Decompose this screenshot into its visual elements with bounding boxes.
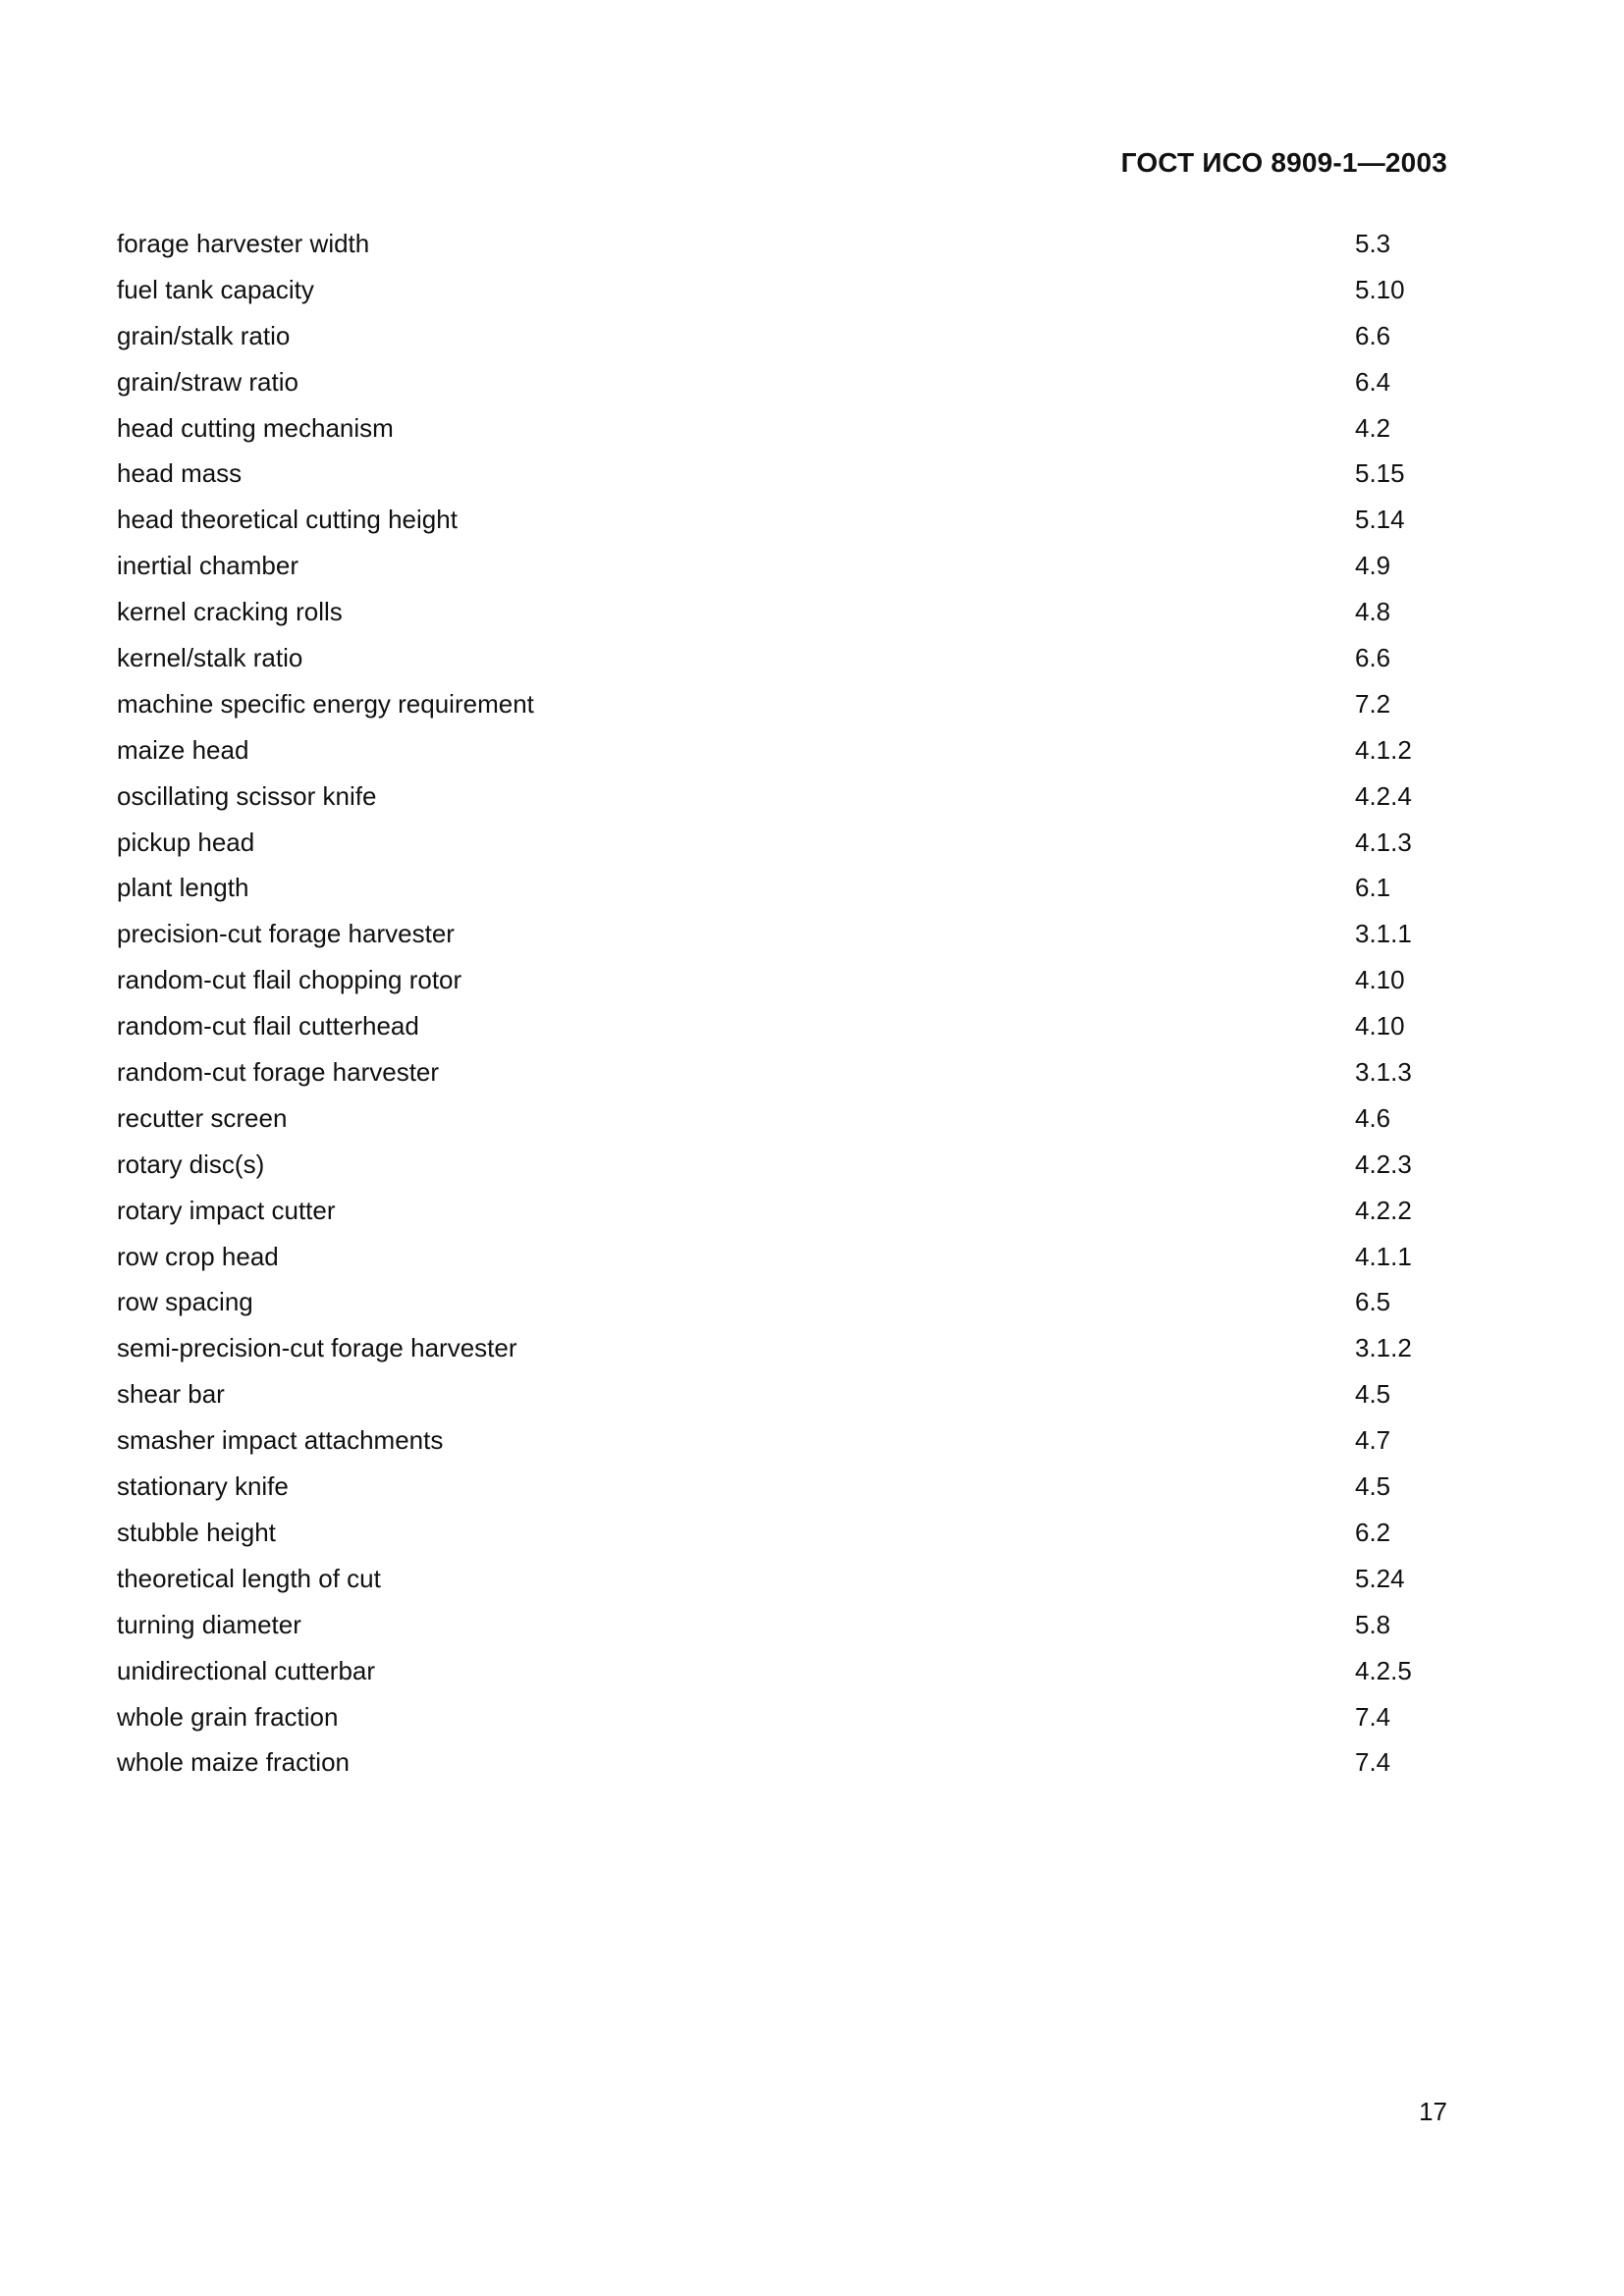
index-entry <box>117 1464 1452 1510</box>
index-term: unidirectional cutterbar <box>117 1655 376 1685</box>
index-entry <box>117 820 1452 866</box>
index-entry <box>117 1049 1452 1095</box>
index-reference: 4.6 <box>1355 1102 1391 1133</box>
index-term: theoretical length of cut <box>117 1563 381 1593</box>
index-reference: 4.2 <box>1355 412 1391 443</box>
index-entry <box>117 267 1452 313</box>
index-term: oscillating scissor knife <box>117 780 377 811</box>
index-term: head cutting mechanism <box>117 412 394 443</box>
index-reference: 4.2.2 <box>1355 1195 1412 1225</box>
index-entry <box>117 1142 1452 1188</box>
index-term: stubble height <box>117 1517 276 1547</box>
index-entry <box>117 1003 1452 1049</box>
index-reference: 6.5 <box>1355 1287 1391 1317</box>
index-reference: 6.2 <box>1355 1517 1391 1547</box>
index-entry <box>117 1648 1452 1694</box>
index-entry <box>117 957 1452 1003</box>
index-reference: 4.7 <box>1355 1425 1391 1456</box>
index-reference: 5.15 <box>1355 458 1405 489</box>
index-reference: 4.5 <box>1355 1379 1391 1410</box>
index-entry <box>117 221 1452 267</box>
index-entry <box>117 1510 1452 1556</box>
index-reference: 3.1.1 <box>1355 919 1412 949</box>
index-term: smasher impact attachments <box>117 1425 444 1456</box>
index-term: recutter screen <box>117 1102 288 1133</box>
index-entry <box>117 497 1452 543</box>
index-term: fuel tank capacity <box>117 274 314 304</box>
index-entry <box>117 1417 1452 1464</box>
alphabetical-index <box>117 221 1452 1786</box>
index-reference: 7.4 <box>1355 1701 1391 1732</box>
index-term: stationary knife <box>117 1471 289 1502</box>
index-reference: 3.1.3 <box>1355 1057 1412 1088</box>
index-term: rotary impact cutter <box>117 1195 336 1225</box>
index-reference: 6.6 <box>1355 643 1391 673</box>
index-term: pickup head <box>117 827 255 857</box>
index-entry <box>117 1602 1452 1648</box>
index-term: whole grain fraction <box>117 1701 339 1732</box>
index-term: random-cut forage harvester <box>117 1057 440 1088</box>
index-entry <box>117 359 1452 405</box>
index-reference: 7.4 <box>1355 1747 1391 1778</box>
index-term: grain/straw ratio <box>117 366 298 397</box>
index-entry <box>117 774 1452 820</box>
index-reference: 4.1.3 <box>1355 827 1412 857</box>
index-entry <box>117 451 1452 497</box>
index-entry <box>117 405 1452 452</box>
index-entry <box>117 1739 1452 1786</box>
index-entry <box>117 1234 1452 1280</box>
index-entry <box>117 681 1452 727</box>
index-term: kernel/stalk ratio <box>117 643 303 673</box>
index-reference: 6.4 <box>1355 366 1391 397</box>
index-entry <box>117 1371 1452 1417</box>
index-term: shear bar <box>117 1379 225 1410</box>
index-reference: 4.5 <box>1355 1471 1391 1502</box>
index-reference: 6.6 <box>1355 320 1391 350</box>
index-term: semi-precision-cut forage harvester <box>117 1333 517 1363</box>
index-term: plant length <box>117 873 249 903</box>
index-term: row spacing <box>117 1287 253 1317</box>
index-entry <box>117 1325 1452 1371</box>
index-term: grain/stalk ratio <box>117 320 291 350</box>
index-reference: 4.1.2 <box>1355 734 1412 765</box>
index-term: forage harvester width <box>117 229 370 258</box>
index-reference: 7.2 <box>1355 688 1391 719</box>
index-reference: 5.3 <box>1355 229 1391 258</box>
index-reference: 3.1.2 <box>1355 1333 1412 1363</box>
index-term: whole maize fraction <box>117 1747 350 1778</box>
index-term: row crop head <box>117 1241 279 1271</box>
index-reference: 4.8 <box>1355 597 1391 627</box>
index-reference: 4.2.4 <box>1355 780 1412 811</box>
index-entry <box>117 635 1452 681</box>
index-reference: 4.2.3 <box>1355 1148 1412 1179</box>
index-entry <box>117 1188 1452 1234</box>
index-reference: 4.10 <box>1355 965 1405 995</box>
index-reference: 6.1 <box>1355 873 1391 903</box>
document-header: ГОСТ ИСО 8909-1—2003 <box>1120 147 1447 178</box>
index-entry <box>117 313 1452 359</box>
index-entry <box>117 911 1452 957</box>
index-term: turning diameter <box>117 1609 301 1639</box>
index-term: machine specific energy requirement <box>117 688 534 719</box>
index-reference: 5.24 <box>1355 1563 1405 1593</box>
index-term: random-cut flail chopping rotor <box>117 965 462 995</box>
index-entry <box>117 1279 1452 1325</box>
index-term: head theoretical cutting height <box>117 505 458 535</box>
index-term: kernel cracking rolls <box>117 597 343 627</box>
index-entry <box>117 1694 1452 1740</box>
index-reference: 4.2.5 <box>1355 1655 1412 1685</box>
index-reference: 5.14 <box>1355 505 1405 535</box>
index-reference: 4.9 <box>1355 551 1391 581</box>
index-term: precision-cut forage harvester <box>117 919 455 949</box>
index-term: inertial chamber <box>117 551 298 581</box>
index-term: rotary disc(s) <box>117 1148 265 1179</box>
index-reference: 5.8 <box>1355 1609 1391 1639</box>
index-entry <box>117 1556 1452 1602</box>
page-number: 17 <box>1419 2097 1447 2126</box>
index-entry <box>117 865 1452 911</box>
index-reference: 4.1.1 <box>1355 1241 1412 1271</box>
index-reference: 4.10 <box>1355 1011 1405 1041</box>
index-entry <box>117 1095 1452 1142</box>
index-entry <box>117 727 1452 774</box>
index-entry <box>117 589 1452 635</box>
index-reference: 5.10 <box>1355 274 1405 304</box>
index-term: random-cut flail cutterhead <box>117 1011 419 1041</box>
index-term: head mass <box>117 458 243 489</box>
index-term: maize head <box>117 734 249 765</box>
index-entry <box>117 543 1452 589</box>
